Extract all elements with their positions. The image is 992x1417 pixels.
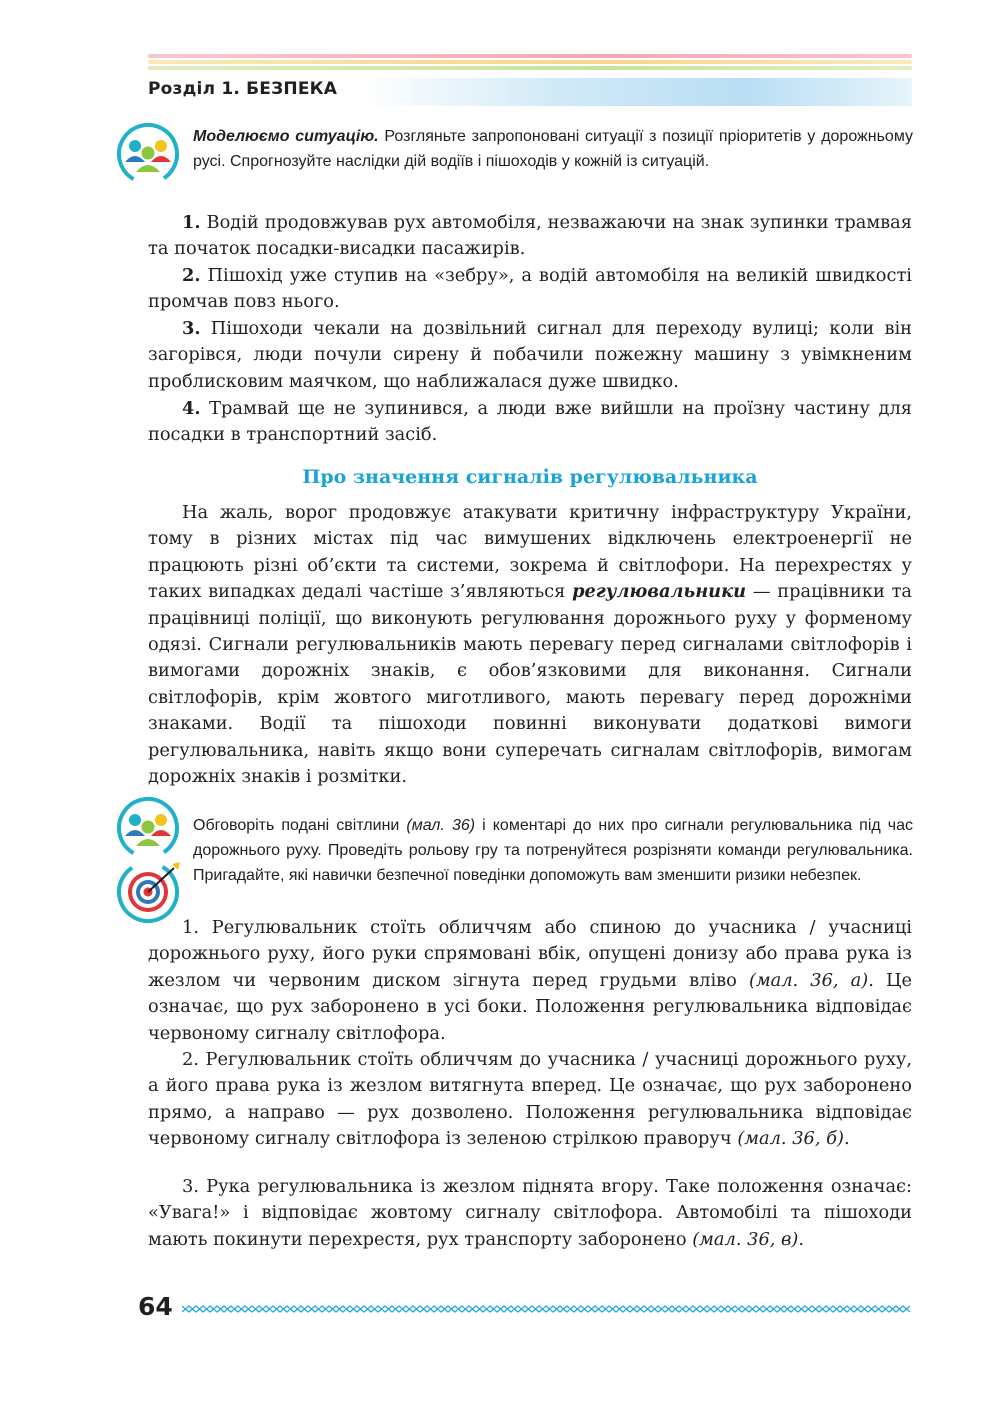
situation-item: 1. Водій продовжував рух автомобіля, незважаючи на знак зупинки трамвая та початок посадки-висадки пасажирів. [148, 212, 912, 260]
header-stripes [148, 54, 912, 76]
signal-item: 3. Рука регулювальника із жезлом піднята вгору. Таке положення означає: «Увага!» і відповідає жовтому сигналу світлофора. Автомобілі та пішоходи мають покинути перехрестя, рух транспорту заборонено (мал. 36, в). [148, 1176, 912, 1250]
figure-ref: (мал. 36, в) [692, 1228, 799, 1250]
situation-item: 4. Трамвай ще не зупинився, а люди вже вийшли на проїзну частину для посадки в транспортний засіб. [148, 398, 912, 446]
page-number: 64 [138, 1292, 173, 1321]
signal-item: 1. Регулювальник стоїть обличчям або спиною до учасника / учасниці дорожнього руху, його руки спрямовані вбік, опущені донизу або права рука із жезлом чи червоним диском зігнута перед грудьми вліво (мал. 36, а). Це означає, що рух заборонено в усі боки. Положення регулювальника відповідає червоному сигналу світлофора. [148, 917, 912, 1044]
task-modeling-situation [193, 124, 913, 174]
key-term: регулювальники [572, 581, 747, 603]
task-text: Розгляньте запропоновані ситуації з позиції пріоритетів у дорожньому русі. Спрогнозуйте наслідки дій водіїв і пішоходів у кожній із ситуацій. [193, 128, 914, 170]
task-lead: Моделюємо ситуацію. [193, 128, 379, 145]
situation-item: 2. Пішохід уже ступив на «зебру», а водій автомобіля на великій швидкості промчав повз нього. [148, 265, 912, 313]
subheading: Про значення сигналів регулювальника [302, 466, 758, 488]
group-people-icon [116, 796, 180, 865]
figure-ref: (мал. 36, б) [737, 1128, 844, 1150]
main-paragraph: На жаль, ворог продовжує атакувати критичну інфраструктуру України, тому в різних містах під час вимушених відключень електроенергії не працюють різні об’єкти та системи, зокрема й світлофори. На перехрестях у таких випадках дедалі частіше з’являються регулювальники — працівники та працівниці поліції, що виконують регулювання дорожнього руху у форменому одязі. Сигнали регулювальників мають перевагу перед сигналами світлофорів і вимогами дорожніх знаків, є обов’язковими для виконання. Сигнали світлофорів, крім жовтого миготливого, мають перевагу перед дорожніми знаками. Водії та пішоходи повинні виконувати додаткові вимоги регулювальника, навіть якщо вони суперечать сигналам світлофорів, вимогам дорожніх знаків і розмітки. [148, 502, 913, 788]
section-title: Розділ 1. БЕЗПЕКА [148, 79, 338, 99]
task-discuss-photos: Обговоріть подані світлини (мал. 36) і коментарі до них про сигнали регулювальника під час дорожнього руху. Проведіть рольову гру та потренуйтеся розрізняти команди регулювальника. Пригадайте, які навички безпечної поведінки допоможуть вам зменшити ризики небезпек. [193, 817, 913, 884]
figure-ref: (мал. 36, а) [748, 969, 869, 991]
footer-zigzag-line [182, 1304, 912, 1314]
figure-ref: (мал. 36) [406, 817, 476, 834]
group-people-icon [116, 122, 180, 191]
signal-item: 2. Регулювальник стоїть обличчям до учасника / учасниці дорожнього руху, а його права рука із жезлом витягнута вперед. Це означає, що рух заборонено прямо, а направо — рух дозволено. Положення регулювальника відповідає червоному сигналу світлофора із зеленою стрілкою праворуч (мал. 36, б). [148, 1049, 912, 1150]
situation-item: 3. Пішоходи чекали на дозвільний сигнал для переходу вулиці; коли він загорівся, люди почули сирену й побачили пожежну машину з увімкненим проблисковим маячком, що наближалася дуже швидко. [148, 318, 912, 392]
